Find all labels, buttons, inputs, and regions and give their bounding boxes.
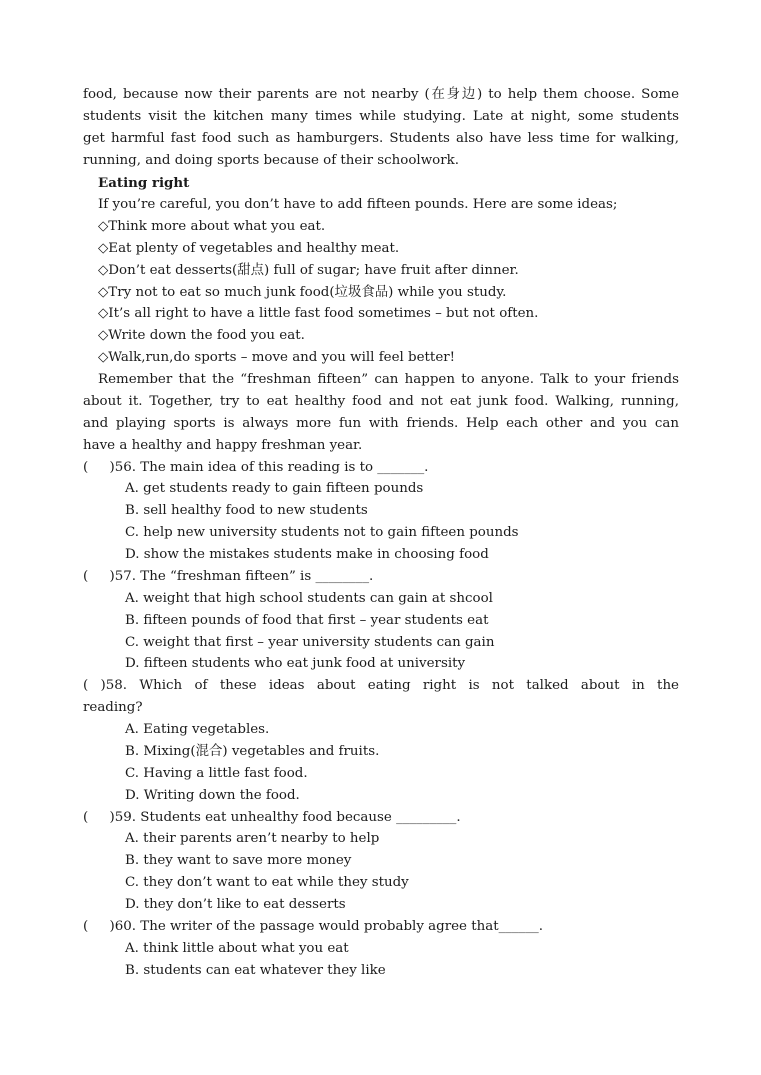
answer-option: B. Mixing(混合) vegetables and fruits. bbox=[125, 744, 380, 759]
idea-item: ◇Walk,run,do sports – move and you will feel better! bbox=[98, 350, 456, 365]
idea-item: ◇Think more about what you eat. bbox=[98, 219, 326, 234]
question-stem: ( )58. Which of these ideas about eating right is not talked about in the bbox=[83, 678, 679, 693]
question-stem: ( )57. The “freshman fifteen” is ________. bbox=[83, 569, 374, 584]
answer-option: B. sell healthy food to new students bbox=[125, 503, 368, 518]
section-heading: Eating right bbox=[98, 175, 190, 191]
passage-line: If you’re careful, you don’t have to add fifteen pounds. Here are some ideas; bbox=[98, 197, 618, 212]
answer-option: B. students can eat whatever they like bbox=[125, 963, 386, 978]
passage-line: about it. Together, try to eat healthy food and not eat junk food. Walking, running, bbox=[83, 394, 679, 409]
answer-option: A. their parents aren’t nearby to help bbox=[125, 831, 380, 846]
passage-line: food, because now their parents are not nearby (在身边) to help them choose. Some bbox=[83, 87, 679, 102]
answer-option: D. they don’t like to eat desserts bbox=[125, 897, 346, 912]
question-stem: ( )60. The writer of the passage would probably agree that______. bbox=[83, 919, 544, 934]
passage-line: have a healthy and happy freshman year. bbox=[83, 438, 363, 453]
answer-option: C. they don’t want to eat while they study bbox=[125, 875, 409, 890]
answer-option: C. weight that first – year university students can gain bbox=[125, 635, 495, 650]
question-stem-continued: reading? bbox=[83, 700, 143, 715]
answer-option: D. Writing down the food. bbox=[125, 788, 300, 803]
answer-option: A. get students ready to gain fifteen pounds bbox=[125, 481, 424, 496]
passage-line: students visit the kitchen many times while studying. Late at night, some students bbox=[83, 109, 679, 124]
answer-option: D. show the mistakes students make in choosing food bbox=[125, 547, 489, 562]
idea-item: ◇Try not to eat so much junk food(垃圾食品) while you study. bbox=[98, 285, 507, 300]
idea-item: ◇Don’t eat desserts(甜点) full of sugar; have fruit after dinner. bbox=[98, 263, 519, 278]
idea-item: ◇Eat plenty of vegetables and healthy meat. bbox=[98, 241, 400, 256]
question-stem: ( )59. Students eat unhealthy food because _________. bbox=[83, 810, 461, 825]
answer-option: B. they want to save more money bbox=[125, 853, 352, 868]
passage-line: and playing sports is always more fun with friends. Help each other and you can bbox=[83, 416, 679, 431]
idea-item: ◇It’s all right to have a little fast food sometimes – but not often. bbox=[98, 306, 539, 321]
idea-item: ◇Write down the food you eat. bbox=[98, 328, 305, 343]
answer-option: B. fifteen pounds of food that first – year students eat bbox=[125, 613, 489, 628]
question-stem: ( )56. The main idea of this reading is to _______. bbox=[83, 460, 429, 475]
passage-line: get harmful fast food such as hamburgers. Students also have less time for walking, bbox=[83, 131, 679, 146]
answer-option: A. weight that high school students can gain at shcool bbox=[125, 591, 493, 606]
answer-option: C. help new university students not to gain fifteen pounds bbox=[125, 525, 519, 540]
answer-option: C. Having a little fast food. bbox=[125, 766, 308, 781]
answer-option: A. Eating vegetables. bbox=[125, 722, 270, 737]
answer-option: A. think little about what you eat bbox=[125, 941, 349, 956]
passage-line: running, and doing sports because of their schoolwork. bbox=[83, 153, 459, 168]
answer-option: D. fifteen students who eat junk food at university bbox=[125, 656, 466, 671]
passage-line: Remember that the “freshman fifteen” can happen to anyone. Talk to your friends bbox=[98, 372, 679, 387]
